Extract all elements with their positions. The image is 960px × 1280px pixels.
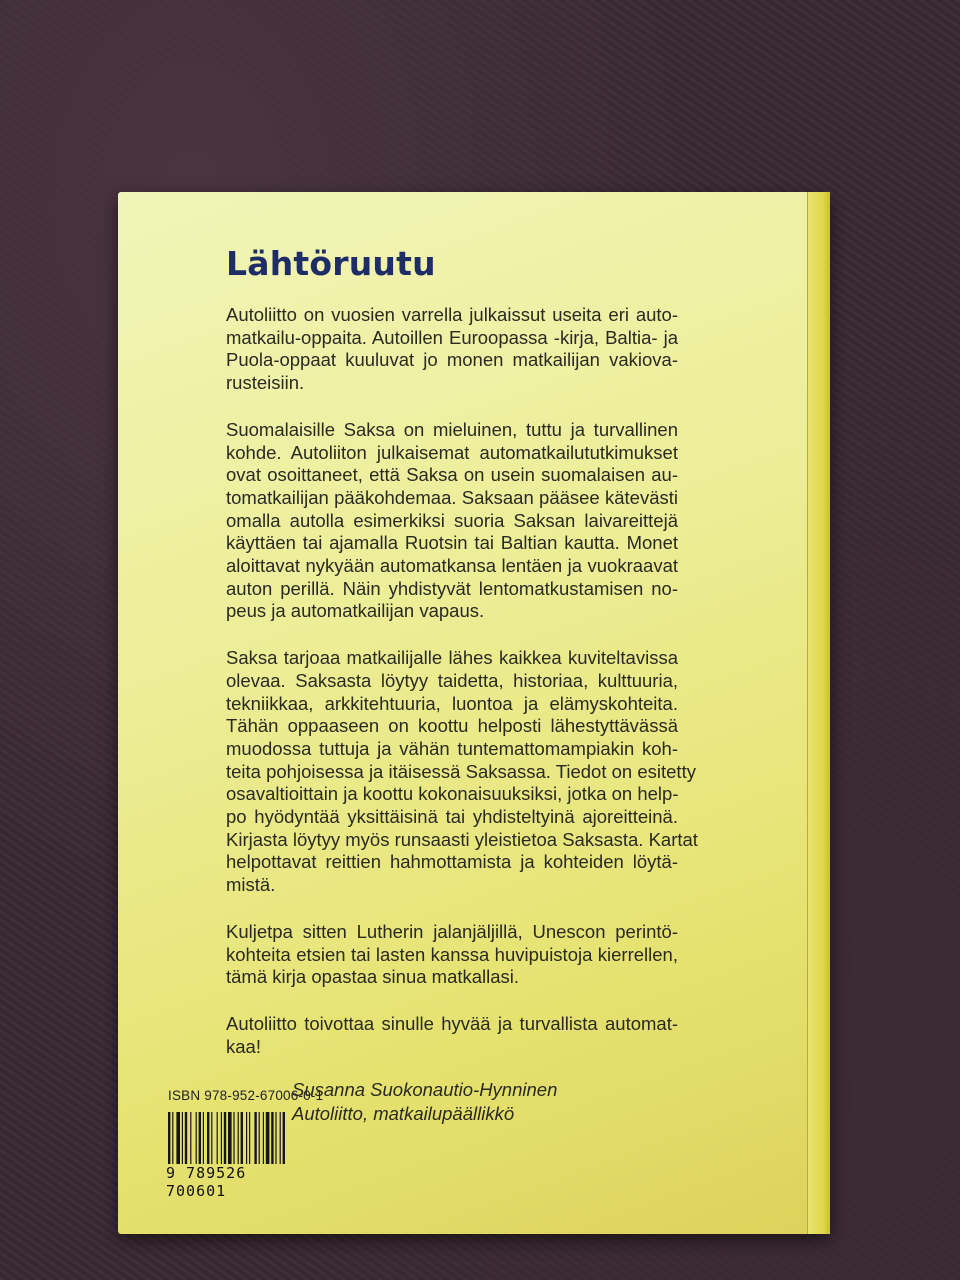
blurb-line: auton perillä. Näin yhdistyvät lentomatkustamisen no- [226,577,678,599]
blurb-line: aloittavat nykyään automatkansa lentäen ja vuokraavat [226,555,678,577]
blurb-line: po hyödyntää yksittäisinä tai yhdisteltyinä ajoreitteinä. [226,806,678,828]
blurb-line: käyttäen tai ajamalla Ruotsin tai Baltian kautta. Monet [226,532,678,554]
blurb-line: Suomalaisille Saksa on mieluinen, tuttu ja turvallinen [226,418,678,440]
blurb-paragraph [226,304,678,395]
barcode-bars [166,1112,314,1164]
blurb-line: muodossa tuttuja ja vähän tuntemattomampiakin koh- [226,737,678,759]
blurb-line: teita pohjoisessa ja itäisessä Saksassa. Tiedot on esitetty [226,760,696,782]
blurb-line: omalla autolla esimerkiksi suoria Saksan laivareittejä [226,509,678,531]
blurb-line: Autoliitto toivottaa sinulle hyvää ja turvallista automat- [226,1012,678,1034]
signature-block [292,1078,557,1126]
blurb-paragraph [226,647,698,897]
book-spine-edge [807,192,830,1234]
blurb-line: olevaa. Saksasta löytyy taidetta, historiaa, kulttuuria, [226,669,678,691]
blurb-line: peus ja automatkailijan vapaus. [226,600,485,622]
page-title: Lähtöruutu [226,244,436,283]
isbn-label: ISBN 978-952-67006-0-1 [168,1088,324,1103]
signature-role: Autoliitto, matkailupäällikkö [292,1103,515,1124]
blurb-line: kohteita etsien tai lasten kanssa huvipuistoja kierrellen, [226,943,678,965]
blurb-paragraph [226,419,678,623]
blurb-line: kaa! [226,1035,261,1057]
blurb-line: mistä. [226,874,276,896]
blurb-line: Tähän oppaaseen on koottu helposti lähestyttävässä [226,715,678,737]
blurb-line: Saksa tarjoaa matkailijalle lähes kaikkea kuviteltavissa [226,647,678,669]
signature-name: Susanna Suokonautio-Hynninen [292,1079,558,1100]
barcode-digits: 9 789526 700601 [166,1164,247,1200]
blurb-line: kohde. Autoliiton julkaisemat automatkailututkimukset [226,441,678,463]
blurb-line: tekniikkaa, arkkitehtuuria, luontoa ja elämyskohteita. [226,692,678,714]
blurb-paragraph [226,1013,678,1058]
blurb-line: helpottavat reittien hahmottamista ja kohteiden löytä- [226,851,678,873]
blurb-line: tomatkailijan pääkohdemaa. Saksaan pääsee kätevästi [226,486,678,508]
blurb-line: matkailu-oppaita. Autoillen Euroopassa -kirja, Baltia- ja [226,326,678,348]
blurb-line: Kirjasta löytyy myös runsaasti yleistietoa Saksasta. Kartat [226,828,698,850]
blurb-line: ovat osoittaneet, että Saksa on usein suomalaisen au- [226,464,678,486]
blurb-line: tämä kirja opastaa sinua matkallasi. [226,966,520,988]
blurb-line: rusteisiin. [226,372,305,394]
blurb-paragraph [226,921,678,989]
blurb-line: Autoliitto on vuosien varrella julkaissut useita eri auto- [226,304,678,325]
blurb-line: osavaltioittain ja koottu kokonaisuuksiksi, jotka on help- [226,783,679,805]
blurb-line: Kuljetpa sitten Lutherin jalanjäljillä, Unescon perintö- [226,920,678,942]
blurb-text [226,304,698,1082]
blurb-line: Puola-oppaat kuuluvat jo monen matkailijan vakiova- [226,349,678,371]
